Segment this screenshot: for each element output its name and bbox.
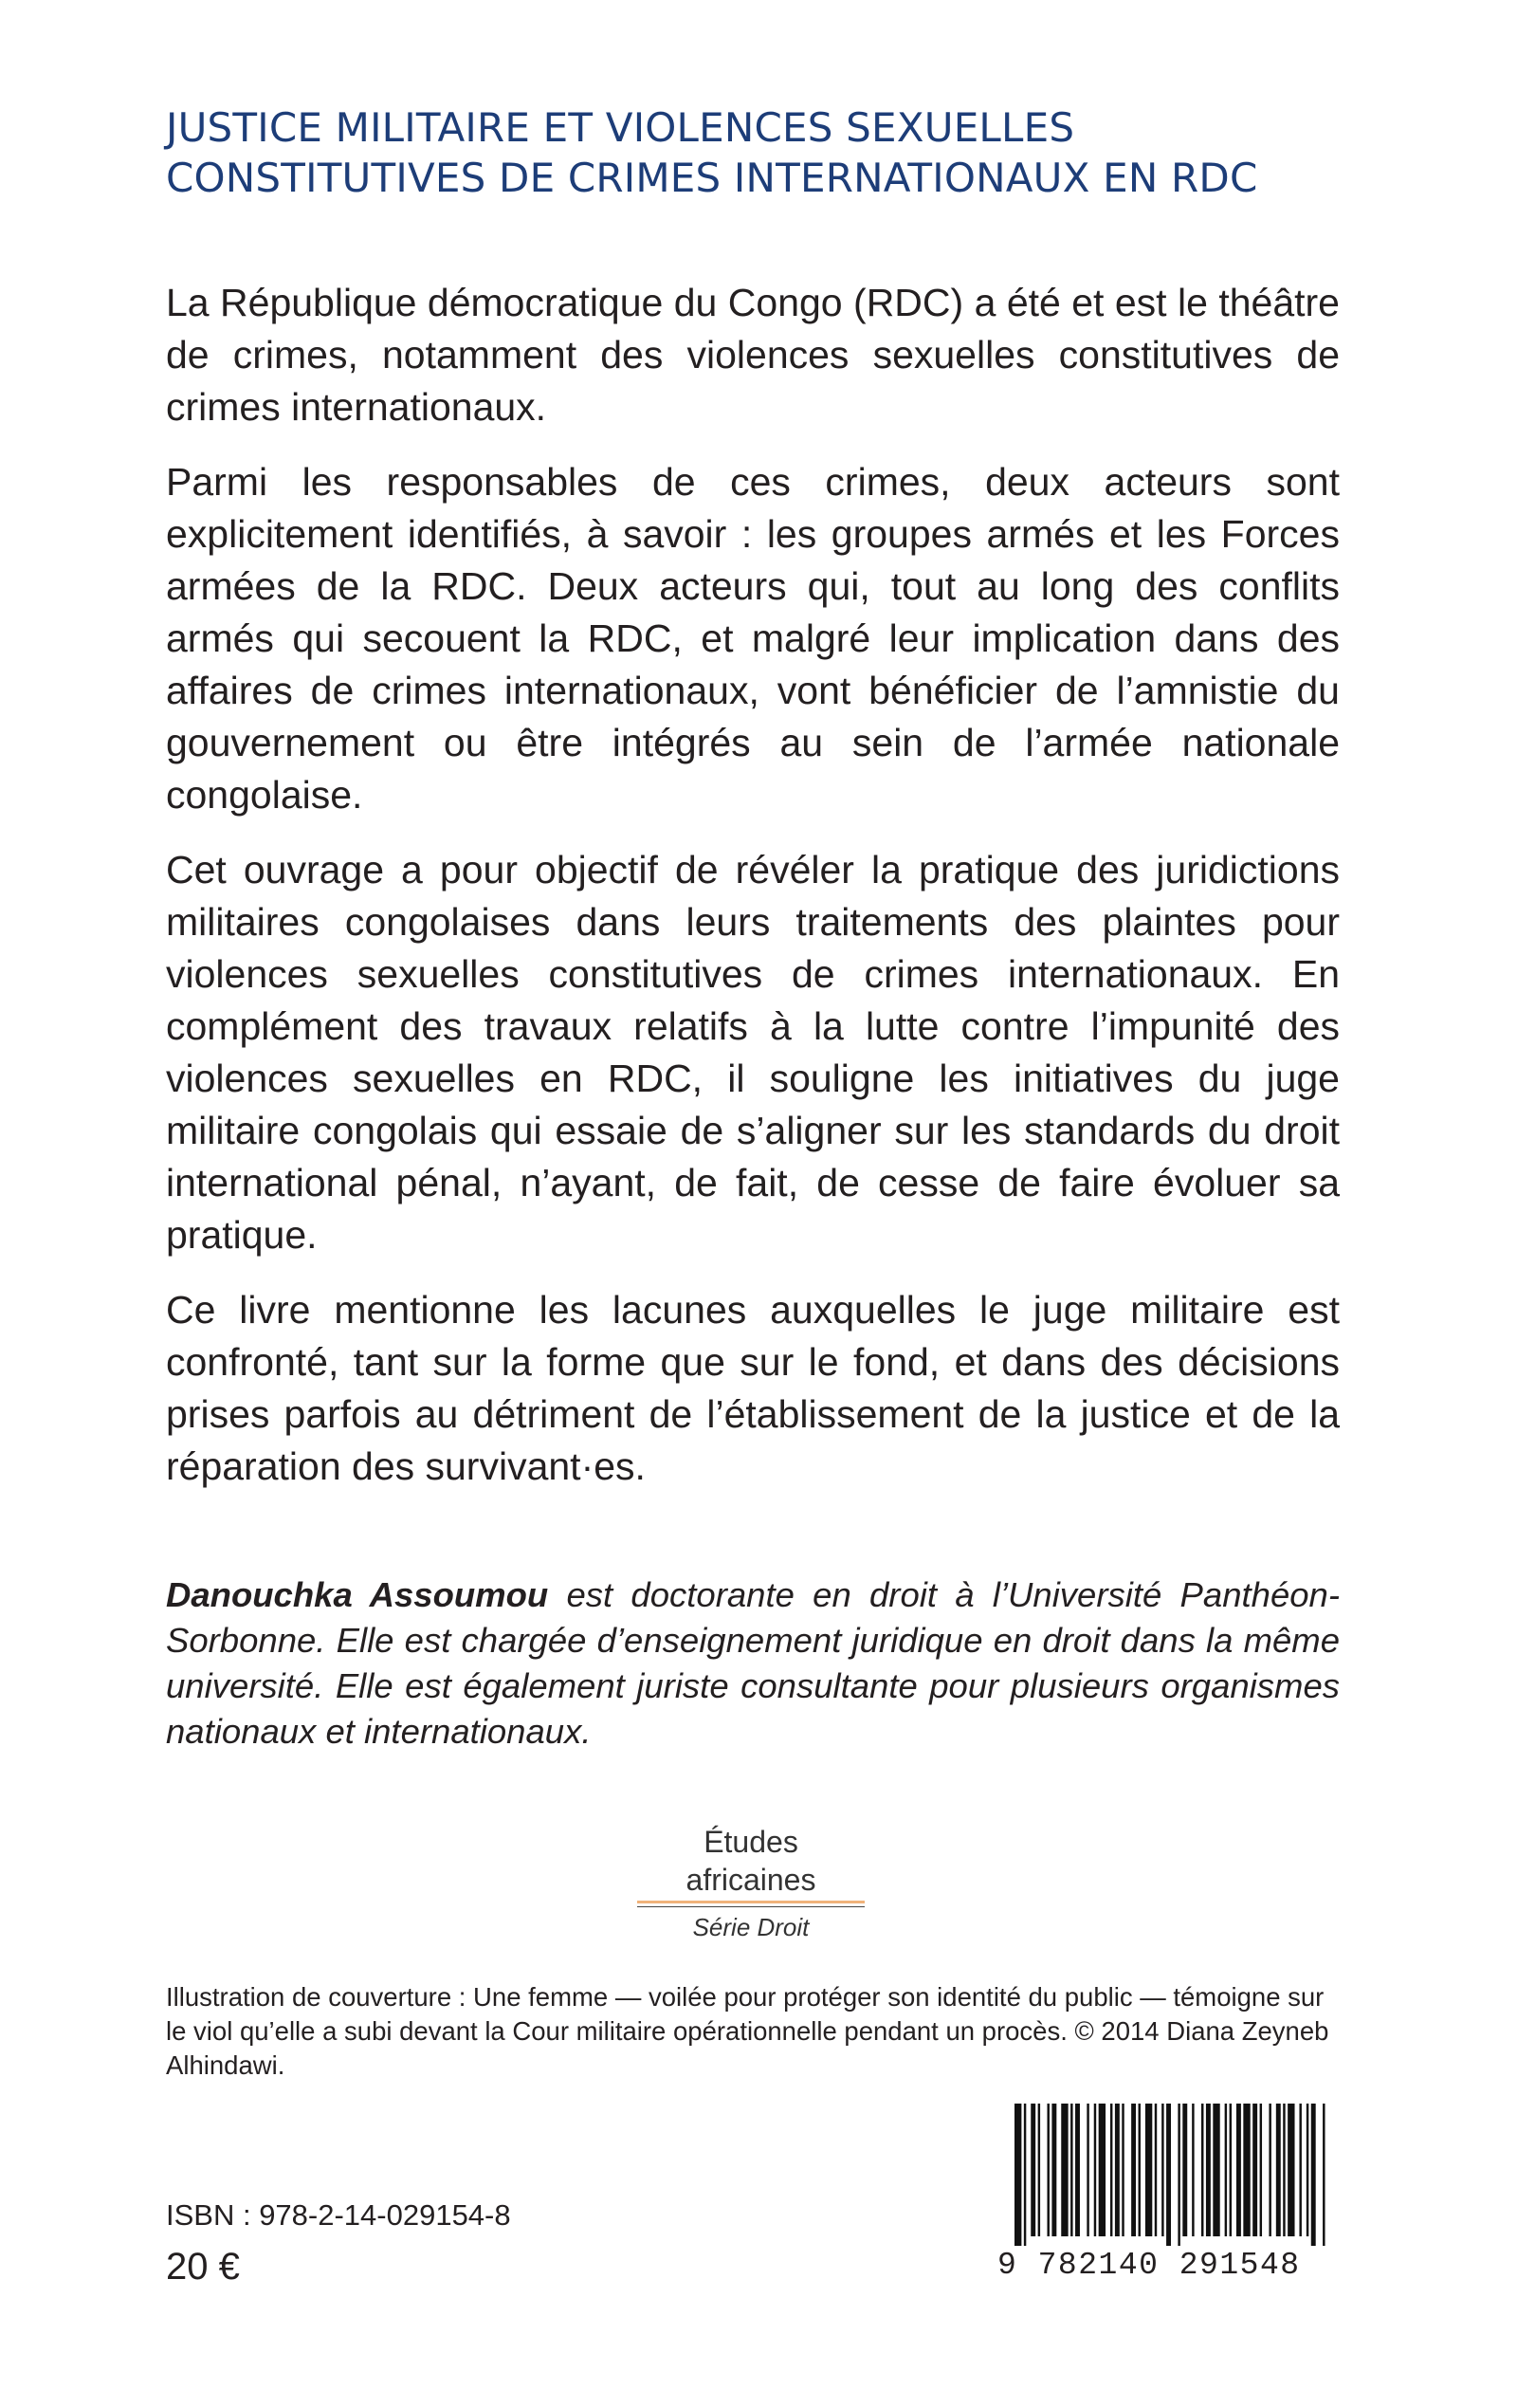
barcode-bar: [1299, 2104, 1301, 2236]
blurb-paragraph-2: Parmi les responsables de ces crimes, deux acteurs sont explicitement identifiés, à savoir : les groupes armés et les Forces armées de la RDC. Deux acteurs qui, tout au long des conflits armés qui secouent la RDC, et malgré leur implication dans des affaires de crimes internationaux, vont bénéficier de l’amnistie du gouvernement ou être intégrés au sein de l’armée nationale congolaise.: [166, 460, 1340, 817]
barcode-bar: [1094, 2104, 1096, 2236]
barcode-bar: [1252, 2104, 1257, 2236]
barcode-bar: [1115, 2104, 1120, 2236]
barcode-bar: [1213, 2104, 1219, 2236]
barcode-bar: [1323, 2104, 1325, 2246]
author-name: Danouchka Assoumou: [166, 1575, 549, 1614]
barcode-number: 9 782140 291548: [997, 2248, 1301, 2283]
blurb-paragraph-4: Ce livre mentionne les lacunes auxquelles le juge militaire est confronté, tant sur la forme que sur le fond, et dans des décisions prises parfois au détriment de l’établissement de la justice et de la réparation des survivant·es.: [166, 1288, 1340, 1488]
barcode-bar: [1260, 2104, 1262, 2236]
barcode-bar: [1099, 2104, 1106, 2236]
author-bio: [166, 1572, 1340, 1755]
price: 20 €: [166, 2246, 240, 2288]
barcode-bar: [1307, 2104, 1308, 2236]
barcode-bar: [1014, 2104, 1021, 2246]
barcode-bar: [1155, 2104, 1157, 2236]
barcode-bar: [1269, 2104, 1270, 2236]
barcode-bar: [1283, 2104, 1285, 2236]
barcode-bar: [1225, 2104, 1227, 2236]
barcode-bar: [1139, 2104, 1141, 2236]
barcode-icon: [1014, 2104, 1327, 2246]
barcode-bar: [1145, 2104, 1152, 2236]
barcode-bar: [1047, 2104, 1049, 2236]
series-subtitle: Série Droit: [692, 1913, 810, 1941]
barcode-bar: [1131, 2104, 1136, 2236]
series-logo: [637, 1823, 865, 1942]
barcode-bar: [1230, 2104, 1232, 2236]
barcode-bar: [1182, 2104, 1187, 2236]
series-rule-thin: [637, 1906, 865, 1907]
book-title-line-1: JUSTICE MILITAIRE ET VIOLENCES SEXUELLES: [166, 104, 1075, 151]
barcode-bar: [1051, 2104, 1056, 2236]
barcode-bar: [1288, 2104, 1294, 2236]
barcode-bar: [1192, 2104, 1194, 2236]
blurb-paragraph-1: La République démocratique du Congo (RDC) a été et est le théâtre de crimes, notamment des violences sexuelles constitutives de crimes internationaux.: [166, 281, 1340, 429]
barcode-bar: [1161, 2104, 1163, 2236]
barcode-bar: [1061, 2104, 1068, 2236]
barcode-bar: [1166, 2104, 1171, 2246]
barcode-bar: [1201, 2104, 1203, 2236]
barcode-bar: [1236, 2104, 1241, 2236]
series-rule: [637, 1901, 865, 1903]
series-name: Études africaines: [685, 1825, 816, 1897]
isbn: ISBN : 978-2-14-029154-8: [166, 2198, 511, 2232]
blurb-paragraph-3: Cet ouvrage a pour objectif de révéler la pratique des juridictions militaires congolaises dans leurs traitements des plaintes pour violences sexuelles constitutives de crimes internationaux. En complément des travaux relatifs à la lutte contre l’impunité des violences sexuelles en RDC, il souligne les initiatives du juge militaire congolais qui essaie de s’aligner sur les standards du droit international pénal, n’ayant, de fait, de cesse de faire évoluer sa pratique.: [166, 848, 1340, 1257]
barcode-bar: [1075, 2104, 1080, 2236]
barcode-bar: [1276, 2104, 1281, 2236]
barcode-bar: [1206, 2104, 1211, 2236]
blurb: [166, 277, 1340, 1516]
barcode-bar: [1122, 2104, 1124, 2236]
illustration-credit: Illustration de couverture : Une femme — voilée pour protéger son identité du public — témoigne sur le viol qu’elle a subi devant la Cour militaire opérationnelle pendant un procès. © 2014 Diana Zeyneb Alhindawi.: [166, 1982, 1329, 2080]
barcode-bar: [1031, 2104, 1035, 2236]
book-title: [166, 102, 1361, 203]
barcode-bar: [1311, 2104, 1316, 2246]
barcode-bar: [1110, 2104, 1112, 2236]
barcode-bar: [1070, 2104, 1072, 2236]
barcode-bar: [1024, 2104, 1026, 2246]
author-description: est doctorante en droit à l’Université Panthéon-Sorbonne. Elle est chargée d’enseignement juridique en droit dans la même université. Elle est également juriste consultante pour plusieurs organismes nationaux et internationaux.: [166, 1575, 1340, 1751]
book-title-line-2: CONSTITUTIVES DE CRIMES INTERNATIONAUX EN RDC: [166, 155, 1258, 201]
barcode-bar: [1038, 2104, 1040, 2236]
barcode-bar: [1178, 2104, 1179, 2246]
barcode-bar: [1087, 2104, 1088, 2236]
barcode-bar: [1243, 2104, 1250, 2236]
